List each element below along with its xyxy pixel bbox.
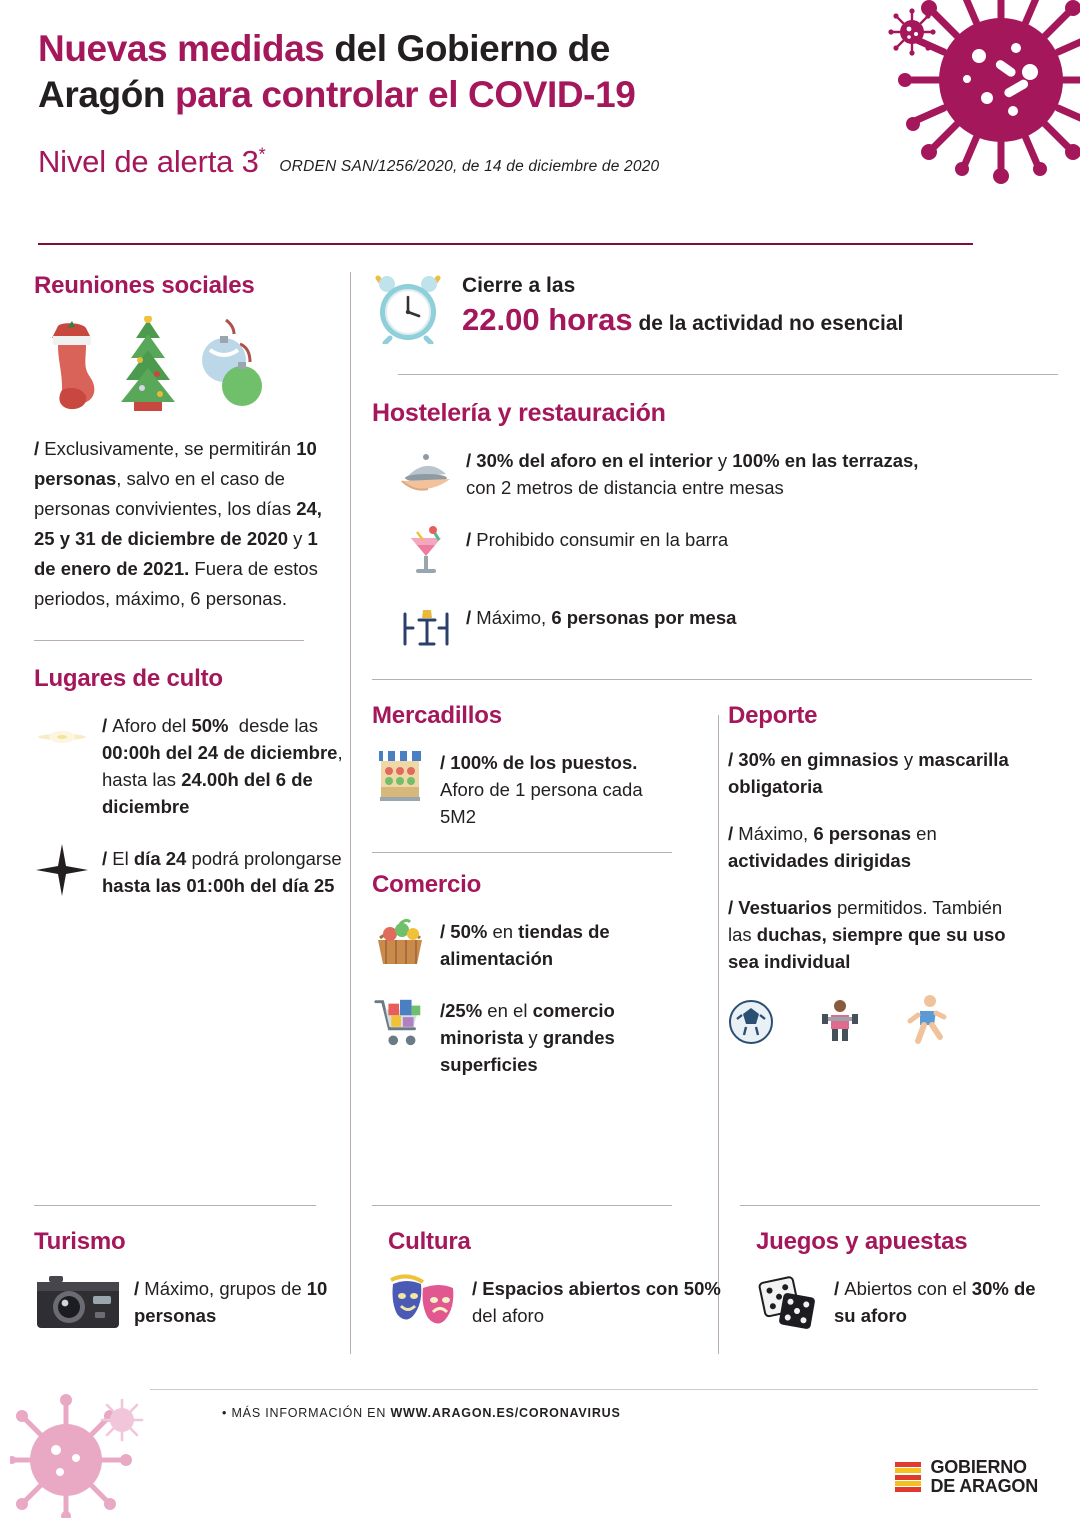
- divider-social: [34, 640, 304, 641]
- list-item: [756, 1272, 1042, 1334]
- main-content: [372, 272, 1036, 1100]
- list-item: [372, 915, 680, 972]
- table-chairs-icon: [398, 601, 454, 657]
- hospitality-item-3-text: / Máximo, 6 personas por mesa: [466, 607, 737, 628]
- section-heading-gambling: Juegos y apuestas: [756, 1228, 968, 1255]
- gambling-text: / Abiertos con el 30% de su aforo: [834, 1278, 1036, 1326]
- footer-bullet: •: [222, 1406, 228, 1420]
- hospitality-item-1-text: / 30% del aforo en el interior y 100% en las terrazas, con 2 metros de distancia entre mesas: [466, 450, 919, 498]
- tourism-block: [34, 1228, 372, 1334]
- section-heading-culture: Cultura: [388, 1228, 471, 1255]
- list-item: [398, 523, 1036, 579]
- left-column: [34, 272, 344, 921]
- christmas-icons-group: [42, 316, 344, 416]
- social-text: / Exclusivamente, se permitirán 10 personas, salvo en el caso de personas convivientes, los días 24, 25 y 31 de diciembre de 2020 y 1 de enero de 2021. Fuera de estos periodos, máximo, 6 personas.: [34, 438, 322, 609]
- sport-item-3-text: / Vestuarios permitidos. También las duchas, siempre que su uso sea individual: [728, 897, 1006, 972]
- section-heading-hospitality: Hostelería y restauración: [372, 399, 666, 427]
- footer-url[interactable]: WWW.ARAGON.ES/CORONAVIRUS: [390, 1406, 621, 1420]
- section-heading-social: Reuniones sociales: [34, 272, 255, 299]
- gambling-block: [742, 1228, 1042, 1334]
- alarm-clock-icon: [372, 272, 444, 344]
- sport-icons-group: [728, 993, 1020, 1045]
- list-item: [398, 601, 1036, 657]
- christmas-stocking-icon: [42, 320, 100, 416]
- markets-commerce-column: [372, 702, 702, 1100]
- running-icon: [906, 993, 950, 1045]
- light-rays-icon: [34, 709, 90, 765]
- divider-gambling: [740, 1205, 1040, 1206]
- sparkle-star-icon: [34, 842, 90, 898]
- christmas-bauble-icon: [196, 316, 266, 416]
- title-part-1: Nuevas medidas: [38, 28, 325, 69]
- divider-closing: [398, 374, 1058, 375]
- list-item: [372, 994, 680, 1078]
- closing-rest: de la actividad no esencial: [632, 312, 904, 335]
- tourism-text: / Máximo, grupos de 10 personas: [134, 1278, 328, 1326]
- grid-section: [372, 702, 1036, 1100]
- logo-line-2: DE ARAGON: [930, 1476, 1038, 1496]
- worship-item-2-text: / El día 24 podrá prolongarse hasta las 01:00h del día 25: [102, 848, 342, 896]
- worship-item-1-text: / Aforo del 50% desde las 00:00h del 24 de diciembre, hasta las 24.00h del 6 de diciembre: [102, 715, 343, 817]
- logo-text: [930, 1458, 1038, 1496]
- gobierno-de-aragon-logo: [895, 1458, 1038, 1496]
- culture-text: / Espacios abiertos con 50% del aforo: [472, 1278, 721, 1326]
- weightlifting-icon: [816, 997, 864, 1045]
- section-heading-tourism: Turismo: [34, 1228, 126, 1255]
- dice-icon: [756, 1272, 822, 1334]
- soccer-ball-icon: [728, 999, 774, 1045]
- header-divider: [38, 243, 973, 245]
- logo-line-1: GOBIERNO: [930, 1457, 1027, 1477]
- culture-block: [372, 1228, 742, 1334]
- commerce-item-2-text: /25% en el comercio minorista y grandes superficies: [440, 1000, 615, 1075]
- title-part-4: para controlar el COVID-19: [174, 74, 636, 115]
- shopping-cart-gifts-icon: [372, 994, 428, 1050]
- closing-hours: 22.00 horas: [462, 302, 633, 337]
- markets-item-1-text: / 100% de los puestos. Aforo de 1 persona cada 5M2: [440, 752, 643, 827]
- alert-level: [38, 144, 265, 180]
- section-heading-worship: Lugares de culto: [34, 665, 223, 692]
- cocktail-glass-icon: [398, 523, 454, 579]
- divider-markets: [372, 852, 672, 853]
- divider-culture: [372, 1205, 672, 1206]
- list-item: [372, 746, 680, 830]
- camera-icon: [34, 1272, 122, 1334]
- title-part-2: del Gobierno de: [324, 28, 610, 69]
- christmas-tree-icon: [112, 316, 184, 416]
- footer-info-label: MÁS INFORMACIÓN EN: [231, 1406, 391, 1420]
- section-heading-commerce: Comercio: [372, 871, 482, 898]
- list-item: [398, 444, 1036, 501]
- divider-hospitality: [372, 679, 1032, 680]
- section-heading-sport: Deporte: [728, 702, 818, 729]
- commerce-item-1-text: / 50% en tiendas de alimentación: [440, 921, 610, 969]
- sport-column: [702, 702, 1020, 1100]
- sport-item-1-text: / 30% en gimnasios y mascarilla obligatoria: [728, 749, 1009, 797]
- vertical-divider-1: [350, 272, 351, 1354]
- market-stall-icon: [372, 746, 428, 802]
- aragon-flag-icon: [895, 1462, 921, 1492]
- section-heading-markets: Mercadillos: [372, 702, 502, 729]
- closing-hours-block: [372, 272, 1036, 344]
- closing-line-1: Cierre a las: [462, 274, 576, 297]
- order-reference: ORDEN SAN/1256/2020, de 14 de diciembre de 2020: [279, 158, 660, 175]
- coronavirus-graphic-footer: [10, 1388, 150, 1518]
- bottom-row: [34, 1228, 1044, 1334]
- footer-info: [222, 1406, 621, 1420]
- sport-item-2-text: / Máximo, 6 personas en actividades dirigidas: [728, 823, 937, 871]
- list-item: [34, 842, 344, 899]
- list-item: [388, 1272, 742, 1334]
- alert-level-asterisk: *: [258, 144, 266, 165]
- hospitality-item-2-text: / Prohibido consumir en la barra: [466, 529, 729, 550]
- coronavirus-graphic-small: [888, 8, 936, 56]
- serving-tray-icon: [398, 444, 454, 500]
- divider-tourism: [34, 1205, 316, 1206]
- alert-level-text: Nivel de alerta 3: [38, 144, 259, 179]
- theatre-masks-icon: [388, 1272, 460, 1334]
- title-part-3: Aragón: [38, 74, 175, 115]
- list-item: [34, 1272, 372, 1334]
- footer-divider: [150, 1389, 1038, 1390]
- shopping-basket-icon: [372, 915, 428, 971]
- list-item: [34, 709, 344, 820]
- closing-line-2: [462, 302, 903, 338]
- page-title: [38, 26, 828, 118]
